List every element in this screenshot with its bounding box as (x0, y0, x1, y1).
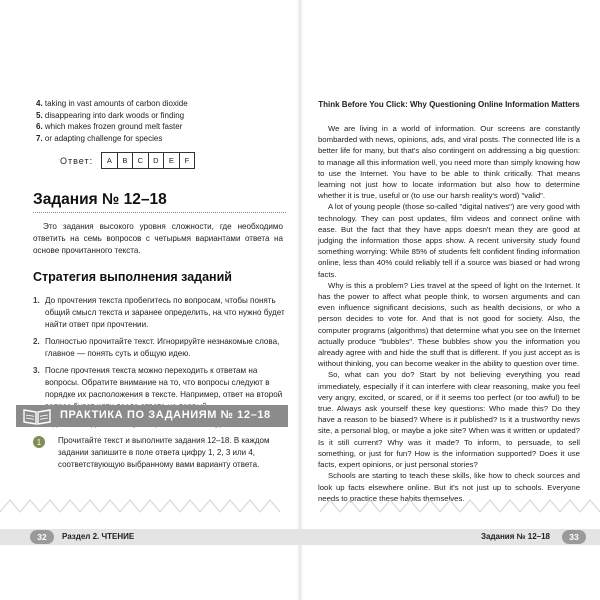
banner-title: ПРАКТИКА ПО ЗАДАНИЯМ № 12–18 (60, 409, 271, 421)
list-item: 2. Полностью прочитайте текст. Игнорируйте незнакомые слова, главное — понять суть и общую идею. (33, 337, 280, 359)
section-heading: Задания № 12–18 (33, 191, 167, 208)
answer-cell[interactable]: A (102, 153, 118, 168)
practice-banner (16, 405, 288, 427)
task-text: Прочитайте текст и выполните задания 12–18. В каждом задании запишите в поле ответа цифру 1, 2, 3 или 4, соответствующую выбранному вами варианту ответа. (58, 436, 270, 469)
running-title: Раздел 2. ЧТЕНИЕ (62, 532, 135, 541)
answer-cell[interactable]: F (184, 156, 190, 165)
list-item: 1. До прочтения текста пробегитесь по вопросам, чтобы понять общий смысл текста и заранее определить, на что нужно будет найти ответ при прочтении. (33, 296, 285, 330)
open-book-icon (22, 407, 52, 425)
divider (33, 212, 286, 213)
list-item: 4. taking in vast amounts of carbon dioxide (36, 99, 188, 108)
list-item: 6. which makes frozen ground melt faster (36, 122, 183, 132)
footer-right (300, 529, 600, 545)
answer-cell[interactable]: B (118, 153, 134, 168)
strategy-heading: Стратегия выполнения заданий (33, 270, 232, 284)
article-paragraph: A lot of young people (those so-called "digital natives") are very good with technology. They can post updates, film videos and connect online with ease. But the fact that they have apps doesn't mean they are good at judging the information those apps show. A recent university study found something worrying: While 85% of students felt confident finding information online, less than 40% could reliably tell if a source was biased or had wrong facts. (318, 202, 580, 279)
decorative-pattern (0, 494, 600, 514)
task-number-badge: 1 (33, 436, 45, 448)
option-list (36, 98, 286, 144)
task-instruction (33, 435, 288, 471)
answer-cell[interactable]: C (133, 153, 149, 168)
list-item: 3. После прочтения текста можно переходить к ответам на вопросы. Обратите внимание на то, что вопросы следуют в порядке их расположения в тексте. Например, ответ на второй (33, 365, 283, 400)
article-title: Think Before You Click: Why Questioning Online Information Matters (318, 100, 580, 109)
answer-cell[interactable]: E (164, 153, 180, 168)
article-body (318, 123, 580, 504)
list-item: 5. disappearing into dark woods or finding (36, 110, 185, 120)
page-number: 32 (30, 530, 54, 544)
article-paragraph: We are living in a world of information. Our screens are constantly bombarded with news, opinions, ads, and viral posts. The connected life is a better life for many, but that's also contingent on addressing a big question: to manage all this information well, you need more than simply knowing how to use the Internet. You have to be able to think critically. That means learning not just how to locate information but also how to determine whether it is true, useful or (to use our harsh reality's word) "valid". (318, 124, 580, 201)
article-paragraph: Why is this a problem? Lies travel at the speed of light on the Internet. It has the power to affect what people think, to worsen arguments and can even influence significant decisions, such as health decisions, or who a person decides to vote for. And that is not good for society. Also, the computer programs (algorithms) that determine what you see on the Internet actually produce "bubbles". These bubbles show you the information you already agree with and hide the stuff that is different. If you just accept as is without thinking, you can become weaker in the ability to question over time. (318, 280, 580, 369)
list-item: 7. or adapting challenge for species (36, 133, 163, 143)
answer-cell[interactable]: D (149, 153, 165, 168)
answer-row (60, 152, 195, 169)
answer-label: Ответ: (60, 155, 94, 166)
article-paragraph: So, what can you do? Start by not believing everything you read immediately, especially if it can interfere with clear reasoning, make you feel very angry, excited, or scared, or if it seems too perfect (or too awful) to be true. Always ask yourself these key questions: Who made this? Do they have a reason to be biased? Where is it published? Is it a trustworthy news site, a personal blog, or maybe a joke site? When was it written or updated? Is it still current? Why was it made? To inform, to persuade, to sell something, or just for fun? How is the information supported? Does it use facts, expert opinions, or just personal stories? (318, 370, 580, 470)
answer-grid (101, 152, 195, 169)
footer-left (0, 529, 300, 545)
page-number: 33 (562, 530, 586, 544)
intro-paragraph: Это задания высокого уровня сложности, где необходимо ответить на семь вопросов с четырьмя вариантами ответа на основе прочитанного текста. (33, 222, 283, 256)
article-paragraph: Schools are starting to teach these skills, like how to check sources and look up facts elsewhere online. But it's not just up to schools. Everyone needs to practice these habits themselves. (318, 471, 580, 503)
footer-band (300, 529, 600, 545)
running-title: Задания № 12–18 (480, 532, 550, 541)
